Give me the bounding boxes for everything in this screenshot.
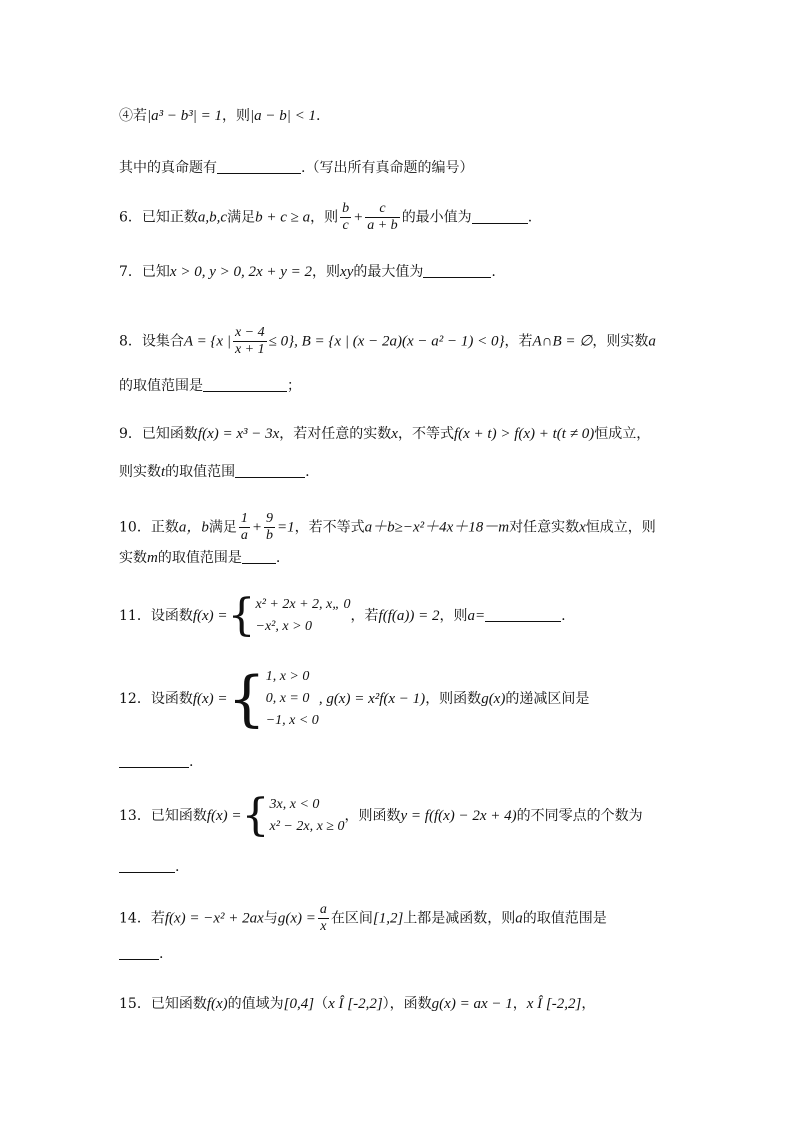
q8-tail: ，则实数	[592, 333, 649, 350]
q11-end: .	[561, 608, 566, 624]
q11-a: a=	[467, 608, 486, 624]
q14-end: .	[159, 946, 164, 962]
q10-f2-den: b	[265, 528, 273, 543]
q15-domain-1: x Î [-2,2]	[328, 996, 383, 1012]
q13-case-2: x² − 2x, x ≥ 0	[269, 819, 345, 834]
q6-number: 6．已知正数	[119, 209, 198, 226]
q14-gx: g(x) =	[277, 910, 316, 927]
q13-number: 13．已知函数	[119, 808, 207, 824]
q14-fraction	[318, 902, 329, 935]
q14-g-num: a	[319, 902, 327, 917]
q9-x: x	[391, 426, 398, 442]
q10-fraction-1	[239, 511, 250, 544]
q13-left-brace: {	[241, 790, 270, 841]
q10-f1-num: 1	[240, 511, 248, 526]
question-12-line-2	[119, 752, 193, 772]
q12-t2: 的递减区间是	[505, 691, 590, 707]
question-7: 7．已知x > 0, y > 0, 2x + y = 2，则xy的最大值为 .	[119, 264, 496, 280]
q8-number: 8．设集合	[119, 333, 184, 350]
q10-eq: =1	[276, 519, 295, 536]
statement-4-conclusion: |a − b| < 1	[250, 108, 316, 124]
question-8-line-2	[119, 376, 301, 396]
q10-t4: 恒成立，则	[585, 519, 656, 536]
question-10-line-2	[119, 548, 280, 568]
q15-end: ，	[581, 996, 596, 1012]
q6-vars: a,b,c	[197, 209, 228, 226]
statement-4-end: .	[316, 108, 321, 124]
q10-fraction-2	[264, 511, 275, 544]
q9-line2a: 则实数	[119, 464, 161, 480]
q11-case-1: x² + 2x + 2, x„ 0	[255, 597, 351, 612]
q10-line2a: 实数	[119, 550, 147, 566]
q6-answer-blank	[472, 209, 528, 224]
statement-4-premise: |a³ − b³| = 1	[147, 108, 222, 124]
q9-t1: ，若对任意的实数	[279, 426, 392, 442]
q7-tail: 的最大值为	[353, 264, 424, 280]
question-14	[119, 902, 607, 935]
q10-t3: 对任意实数	[509, 519, 580, 536]
q7-number: 7．已知	[119, 264, 170, 280]
question-13-line-2	[119, 857, 179, 877]
q14-f-function: f(x) = −x² + 2ax	[164, 910, 264, 927]
q9-answer-blank	[235, 463, 305, 478]
q13-cases	[270, 794, 345, 838]
q10-x: x	[579, 519, 586, 536]
q11-condition: f(f(a)) = 2	[378, 608, 440, 624]
q7-condition: x > 0, y > 0, 2x + y = 2	[169, 264, 313, 280]
q15-domain-2: x Î [-2,2]	[526, 996, 582, 1012]
q13-end: .	[175, 859, 180, 875]
q12-t1: ，则函数	[425, 691, 482, 707]
q12-cases	[266, 666, 319, 732]
q7-then: ，则	[312, 264, 341, 280]
q9-inequality: f(x + t) > f(x) + t(t ≠ 0)	[453, 426, 595, 442]
q6-condition: b + c ≥ a	[255, 209, 311, 226]
q8-intersection: A∩B = ∅	[532, 333, 593, 350]
q14-g-den: x	[320, 919, 327, 934]
q6-f1-den: c	[342, 218, 349, 233]
q6-f2-num: c	[365, 201, 399, 218]
q10-inequality: a＋b≥−x²＋4x＋18－m	[364, 519, 510, 536]
question-6: 6．已知正数a,b,c满足b + c ≥ a，则 $\frac{b}{c}$ + $\frac{c}{a + b}$ 的最小值为 .	[119, 201, 533, 233]
q6-cond-text: 满足	[227, 209, 256, 226]
q12-fx: f(x) =	[192, 691, 228, 707]
question-9	[119, 424, 650, 444]
q11-number: 11．设函数	[119, 608, 193, 624]
q12-left-brace: {	[227, 664, 266, 734]
q10-answer-blank	[242, 549, 276, 564]
statement-4-prefix: ④若	[119, 108, 147, 124]
q8-var: a	[648, 333, 656, 350]
q10-plus: +	[251, 519, 262, 536]
q15-t4: ，	[512, 996, 527, 1012]
q6-fraction-2	[365, 201, 399, 234]
q9-number: 9．已知函数	[119, 426, 198, 442]
true-statements-prompt	[119, 158, 473, 178]
answer-blank	[217, 159, 301, 174]
q9-end: .	[305, 464, 310, 480]
q14-t2: 在区间	[330, 910, 373, 927]
q10-m: m	[147, 550, 158, 566]
q9-line2b: 的取值范围	[165, 464, 236, 480]
q8-line2-text: 的取值范围是	[119, 378, 203, 394]
q6-fraction-1	[340, 201, 351, 234]
statement-4-then: ，则	[222, 108, 250, 124]
q11-cases	[256, 594, 351, 638]
q10-f1-den: a	[240, 528, 248, 543]
q14-a: a	[515, 910, 523, 927]
q11-left-brace: {	[227, 590, 256, 641]
q11-t2: ，则	[439, 608, 468, 624]
q12-case-1: 1, x > 0	[265, 669, 310, 684]
q15-t3: ），函数	[382, 996, 432, 1012]
q8-set-a-end: ≤ 0}	[268, 333, 295, 350]
q8-set-a-start: A = {x |	[183, 333, 231, 350]
q9-t: t	[161, 464, 166, 480]
q13-composite: y = f(f(x) − 2x + 4)	[400, 808, 517, 824]
q10-t2: ，若不等式	[294, 519, 365, 536]
q13-answer-blank	[119, 858, 175, 873]
q15-g-function: g(x) = ax − 1	[431, 996, 513, 1012]
q6-f2-den: a + b	[367, 218, 398, 233]
q11-answer-blank	[485, 607, 561, 622]
q14-interval: [1,2]	[372, 910, 404, 927]
q10-end: .	[275, 550, 281, 566]
q10-ab: a，b	[178, 519, 209, 536]
q10-t1: 满足	[208, 519, 237, 536]
q6-tail: 的最小值为	[401, 209, 472, 226]
q6-f1-num: b	[342, 201, 350, 216]
question-15	[119, 994, 595, 1014]
q12-number: 12．设函数	[119, 691, 193, 707]
q12-g-function: , g(x) = x²f(x − 1)	[318, 691, 426, 707]
q13-case-1: 3x, x < 0	[269, 797, 320, 812]
q14-answer-blank	[119, 945, 159, 960]
q12-case-2: 0, x = 0	[265, 691, 310, 706]
q7-answer-blank	[423, 263, 491, 278]
q14-t4: 的取值范围是	[522, 910, 607, 927]
q8-cond: ，若	[504, 333, 533, 350]
q9-t3: 恒成立，	[594, 426, 651, 442]
q12-answer-blank	[119, 753, 189, 768]
q15-fx: f(x)	[206, 996, 228, 1012]
question-11	[119, 590, 566, 641]
q10-f2-num: 9	[265, 511, 273, 526]
q8-end: ；	[287, 378, 301, 394]
q8-f-den: x + 1	[234, 342, 265, 357]
q7-expression: xy	[340, 264, 354, 280]
q8-set-b: , B = {x | (x − 2a)(x − a² − 1) < 0}	[294, 333, 505, 350]
q9-t2: ，不等式	[397, 426, 454, 442]
statement-4	[119, 106, 320, 126]
q10-line2b: 的取值范围是	[157, 550, 242, 566]
q12-case-3: −1, x < 0	[265, 713, 319, 728]
q14-number: 14．若	[119, 910, 165, 927]
q13-fx: f(x) =	[206, 808, 242, 824]
q10-number: 10．正数	[119, 519, 179, 536]
q15-t2: （	[314, 996, 329, 1012]
q6-plus: +	[353, 209, 364, 226]
q15-t1: 的值域为	[227, 996, 284, 1012]
q11-t1: ，若	[350, 608, 379, 624]
q12-g: g(x)	[481, 691, 506, 707]
q6-then: ，则	[310, 209, 339, 226]
question-10	[119, 511, 656, 544]
question-13	[119, 790, 643, 841]
question-12	[119, 666, 589, 732]
q8-f-num: x − 4	[234, 325, 265, 340]
q9-function: f(x) = x³ − 3x	[197, 426, 280, 442]
q8-fraction	[233, 325, 267, 358]
q13-t2: 的不同零点的个数为	[516, 808, 643, 824]
question-9-line-2	[119, 462, 310, 482]
prompt-tail: .（写出所有真命题的编号）	[301, 160, 474, 176]
q13-t1: ，则函数	[344, 808, 401, 824]
q15-number: 15．已知函数	[119, 996, 207, 1012]
q14-t3: 上都是减函数，则	[403, 910, 516, 927]
q15-range: [0,4]	[283, 996, 315, 1012]
q11-fx: f(x) =	[192, 608, 228, 624]
question-8	[119, 325, 656, 358]
q12-end: .	[189, 754, 194, 770]
q8-answer-blank	[203, 377, 287, 392]
q14-t1: 与	[263, 910, 278, 927]
prompt-text: 其中的真命题有	[119, 160, 217, 176]
q11-case-2: −x², x > 0	[255, 619, 313, 634]
question-14-line-2	[119, 944, 163, 964]
